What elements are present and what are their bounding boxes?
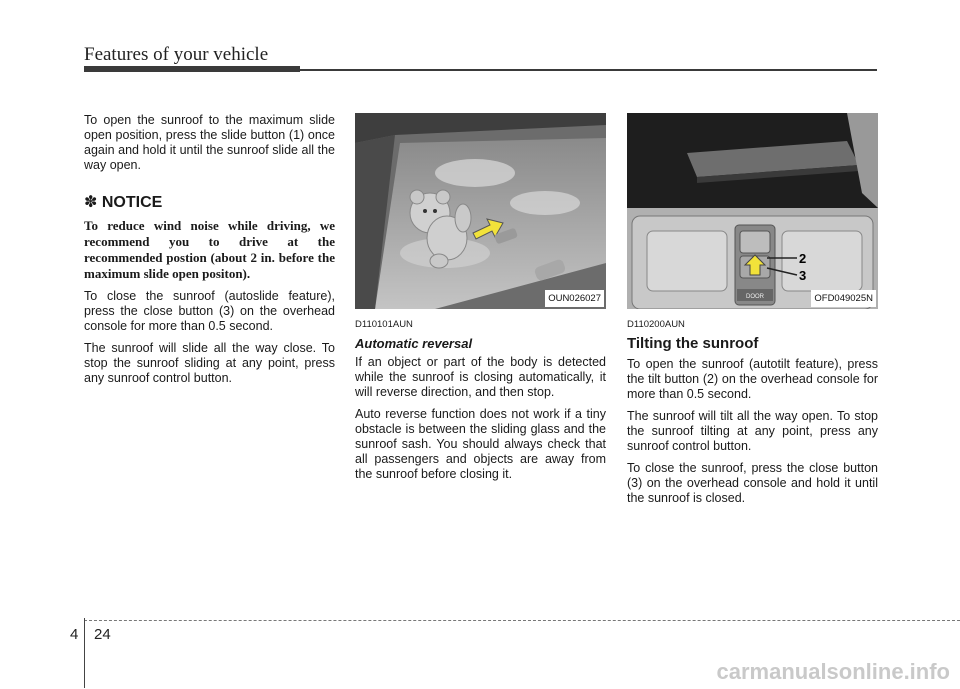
page-number: 24	[94, 626, 111, 643]
header-rule-thin	[300, 69, 877, 71]
column-left	[84, 113, 335, 393]
figure-tilting	[627, 113, 878, 309]
notice-body: To reduce wind noise while driving, we recommend you to drive at the recommended postion (about 2 in. before the maximum slide open positon).	[84, 218, 335, 281]
paragraph-tilt-open: To open the sunroof (autotilt feature), press the tilt button (2) on the overhead console for more than 0.5 second.	[627, 357, 878, 401]
paragraph-reverse-warning: Auto reverse function does not work if a tiny obstacle is between the sliding glass and the sunroof sash. You should always check that all passengers and objects are away from the sunroof before closing it.	[355, 407, 606, 481]
door-button-label: DOOR	[746, 294, 764, 300]
watermark: carmanualsonline.info	[716, 659, 950, 684]
paragraph-slide-close: The sunroof will slide all the way close. To stop the sunroof sliding at any point, press any sunroof control button.	[84, 341, 335, 385]
paragraph-tilt-close: To close the sunroof, press the close button (3) on the overhead console and hold it until the sunroof is closed.	[627, 461, 878, 505]
paragraph-tilt-stop: The sunroof will tilt all the way open. To stop the sunroof tilting at any point, press any sunroof control button.	[627, 409, 878, 453]
section-code: D110101AUN	[355, 319, 413, 330]
section-heading: Automatic reversal	[355, 336, 473, 351]
section-heading: Tilting the sunroof	[627, 335, 759, 352]
sunroof-bear-illustration	[355, 113, 606, 309]
page-header-title: Features of your vehicle	[84, 44, 269, 65]
paragraph-reverse: If an object or part of the body is detected while the sunroof is closing automatically, it will reverse direction, and then stop.	[355, 355, 606, 399]
footer-rule	[84, 620, 960, 621]
figure-code: OUN026027	[545, 290, 604, 307]
section-code: D110200AUN	[627, 319, 685, 330]
callout-3: 3	[799, 268, 807, 283]
figure-automatic-reversal	[355, 113, 606, 309]
notice-heading: ✽ NOTICE	[84, 194, 163, 211]
header-rule-thick	[84, 66, 300, 72]
overhead-console-illustration	[627, 113, 878, 309]
page-number-divider	[84, 618, 85, 688]
callout-2: 2	[799, 251, 807, 266]
figure-code: OFD049025N	[811, 290, 876, 307]
chapter-number: 4	[70, 626, 79, 643]
paragraph-close-autoslide: To close the sunroof (autoslide feature), press the close button (3) on the overhead console for more than 0.5 second.	[84, 289, 335, 333]
column-middle	[355, 113, 606, 489]
paragraph-open-slide: To open the sunroof to the maximum slide open position, press the slide button (1) once again and hold it until the sunroof slide all the way open.	[84, 113, 335, 172]
column-right	[627, 113, 878, 513]
